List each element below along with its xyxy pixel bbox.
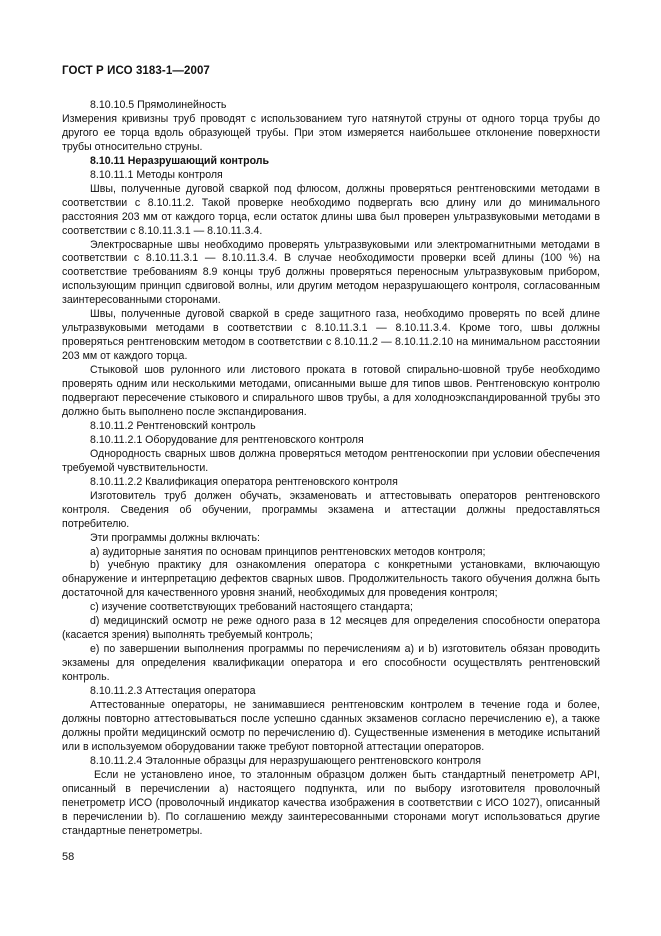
section-heading: 8.10.11.2.4 Эталонные образцы для неразрушающего рентгеновского контроля (90, 754, 482, 767)
section-heading: 8.10.11.2.3 Аттестация оператора (90, 685, 256, 698)
list-item: d) медицинский осмотр не реже одного раза в 12 месяцев для определения способности оператора (касается зрения) выполнять требуемый контроль; (62, 615, 600, 642)
section-heading: 8.10.11.2.2 Квалификация оператора рентгеновского контроля (90, 475, 398, 488)
section-heading: 8.10.11.2.1 Оборудование для рентгеновского контроля (90, 433, 364, 446)
paragraph: Швы, полученные дуговой сваркой в среде защитного газа, необходимо проверять по всей длине ультразвуковыми методами в соответствии с 8.10.11.3.1 — 8.10.11.3.4. Кроме того, швы должны проверяться рентгеновским методом в соответствии с 8.10.11.2 — 8.10.11.2.10 на минимальном расстоянии 203 мм от каждого торца. (62, 308, 600, 363)
paragraph: Аттестованные операторы, не занимавшиеся рентгеновским контролем в течение года и более, должны повторно аттестовываться после успешно сданных экзаменов согласно перечислению е), а также должны пройти медицинский осмотр по перечислению d). Существенные изменения в методике испытаний или в используемом оборудовании также требуют повторной аттестации операторов. (62, 698, 600, 753)
paragraph: Измерения кривизны труб проводят с использованием туго натянутой струны от одного торца трубы до другого ее торца вдоль образующей трубы. При этом измеряется наибольшее отклонение поверхности трубы относительно струны. (62, 112, 600, 153)
list-item: с) изучение соответствующих требований настоящего стандарта; (90, 601, 413, 614)
paragraph: Электросварные швы необходимо проверять ультразвуковыми или электромагнитными методами в соответствии с 8.10.11.3.1 — 8.10.11.3.4. В случае необходимости проверки всей длины (100 %) на соответствие требованиям 8.9 концы труб должны проверяться переносным ультразвуковым прибором, использующим принцип сдвиговой волны, или другим методом неразрушающего контроля, согласованным заинтересованными сторонами. (62, 238, 600, 307)
document-body (62, 99, 600, 839)
list-item: е) по завершении выполнения программы по перечислениям а) и b) изготовитель обязан проводить экзамены для определения квалификации оператора и его способности осуществлять рентгеновский контроль. (62, 643, 600, 684)
paragraph: Изготовитель труб должен обучать, экзаменовать и аттестовывать операторов рентгеновского контроля. Сведения об обучении, программы экзамена и аттестации должны предоставляться потребителю. (62, 489, 600, 530)
paragraph: Эти программы должны включать: (90, 531, 260, 544)
document-header: ГОСТ Р ИСО 3183-1—2007 (62, 65, 210, 77)
list-item: b) учебную практику для ознакомления оператора с конкретными установками, включающую обнаружение и интерпретацию дефектов сварных швов. Продолжительность такого обучения должна быть достаточной для качественного уровня знаний, необходимых для проведения контроля; (62, 559, 600, 600)
section-heading: 8.10.11 Неразрушающий контроль (90, 154, 270, 167)
list-item: а) аудиторные занятия по основам принципов рентгеновских методов контроля; (90, 545, 486, 558)
paragraph: Если не установлено иное, то эталонным образцом должен быть стандартный пенетрометр API, описанный в перечислении а) настоящего подпункта, или по выбору изготовителя проволочный пенетрометр ИСО (проволочный индикатор качества изображения в соответствии с ИСО 1027), описанный в перечислении b). По соглашению между заинтересованными сторонами могут использоваться другие стандартные пенетрометры. (62, 768, 600, 837)
page-number: 58 (62, 851, 75, 863)
section-heading: 8.10.11.2 Рентгеновский контроль (90, 419, 256, 432)
section-heading: 8.10.10.5 Прямолинейность (90, 99, 227, 111)
section-heading: 8.10.11.1 Методы контроля (90, 168, 223, 181)
paragraph: Стыковой шов рулонного или листового проката в готовой спирально-шовной трубе необходимо проверять одним или несколькими методами, описанными выше для типов швов. Рентгеновскую контролю подвергают пересечение стыкового и спирального швов трубы, а для холодноэкспандированной трубы это должно быть выполнено после экспандирования. (62, 364, 600, 418)
paragraph: Швы, полученные дуговой сваркой под флюсом, должны проверяться рентгеновскими методами в соответствии с 8.10.11.2. Такой проверке необходимо подвергать всю длину или до минимального расстояния 203 мм от каждого торца, если остаток длины шва был проверен ультразвуковыми методами в соответствии с 8.10.11.3.1 — 8.10.11.3.4. (62, 182, 600, 237)
paragraph: Однородность сварных швов должна проверяться методом рентгеноскопии при условии обеспечения требуемой чувствительности. (62, 447, 600, 474)
